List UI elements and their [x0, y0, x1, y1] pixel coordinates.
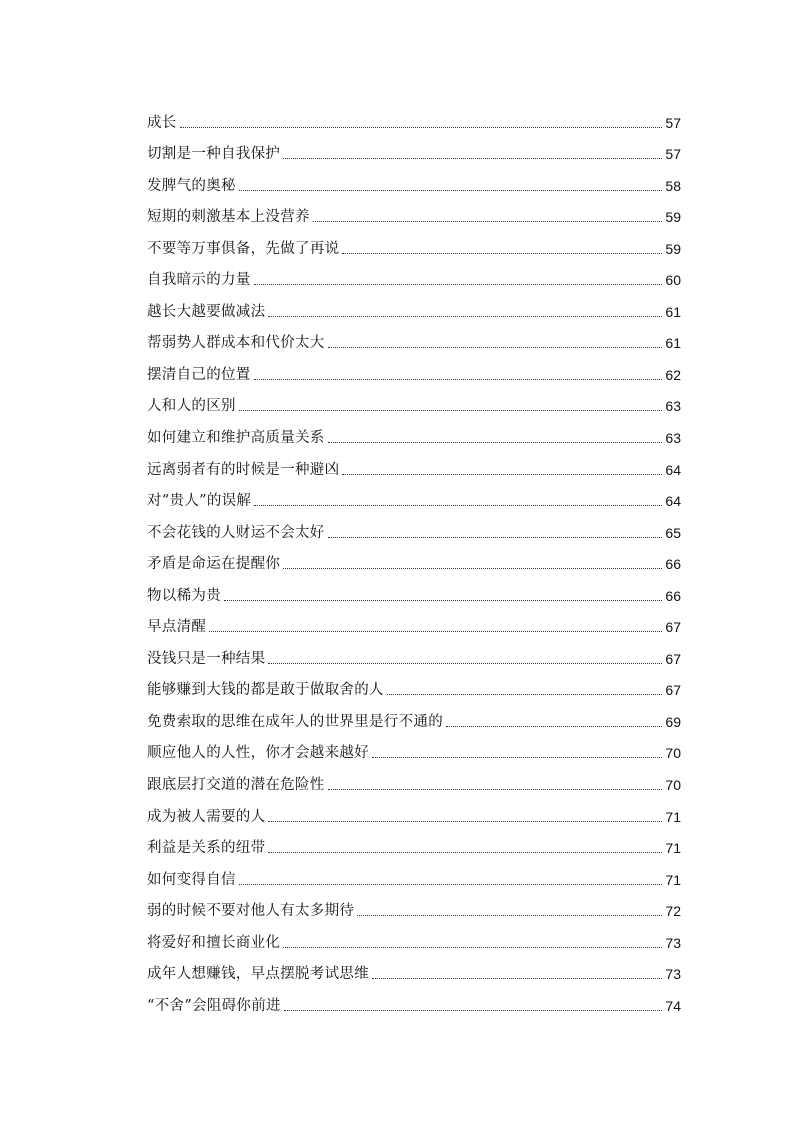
- toc-entry[interactable]: [147, 164, 681, 196]
- toc-entry-page: 67: [665, 619, 681, 636]
- toc-entry-title: 帮弱势人群成本和代价太大: [147, 335, 325, 352]
- toc-entry[interactable]: [147, 448, 681, 480]
- toc-entry-page: 61: [665, 303, 681, 320]
- toc-entry-title: 成年人想赚钱，早点摆脱考试思维: [147, 966, 369, 983]
- toc-entry-title: “不舍”会阻碍你前进: [147, 997, 281, 1014]
- toc-entry[interactable]: [147, 259, 681, 291]
- toc-entry-page: 59: [665, 209, 681, 226]
- toc-entry-page: 63: [665, 398, 681, 415]
- toc-dot-leader: [372, 978, 662, 979]
- toc-entry[interactable]: [147, 227, 681, 259]
- toc-entry[interactable]: [147, 511, 681, 543]
- toc-dot-leader: [283, 158, 662, 159]
- toc-entry[interactable]: [147, 606, 681, 638]
- toc-entry[interactable]: [147, 795, 681, 827]
- toc-entry[interactable]: [147, 669, 681, 701]
- toc-entry-page: 72: [665, 903, 681, 920]
- toc-entry[interactable]: [147, 480, 681, 512]
- toc-entry-title: 越长大越要做减法: [147, 303, 266, 320]
- toc-entry-title: 对“贵人”的误解: [147, 493, 252, 510]
- toc-entry-title: 成长: [147, 114, 177, 131]
- toc-dot-leader: [342, 253, 662, 254]
- toc-entry-title: 矛盾是命运在提醒你: [147, 556, 281, 573]
- toc-entry-title: 摆清自己的位置: [147, 366, 251, 383]
- toc-entry-title: 短期的刺激基本上没营养: [147, 209, 310, 226]
- toc-entry[interactable]: [147, 890, 681, 922]
- toc-dot-leader: [328, 789, 662, 790]
- table-of-contents: [147, 101, 681, 1016]
- toc-entry[interactable]: [147, 322, 681, 354]
- toc-entry[interactable]: [147, 196, 681, 228]
- toc-dot-leader: [209, 631, 662, 632]
- toc-entry[interactable]: [147, 637, 681, 669]
- toc-entry-title: 免费索取的思维在成年人的世界里是行不通的: [147, 713, 443, 730]
- toc-entry-page: 66: [665, 587, 681, 604]
- toc-entry[interactable]: [147, 953, 681, 985]
- toc-entry-title: 如何变得自信: [147, 871, 236, 888]
- toc-entry[interactable]: [147, 385, 681, 417]
- toc-dot-leader: [283, 568, 662, 569]
- toc-dot-leader: [446, 726, 662, 727]
- toc-entry-title: 人和人的区别: [147, 398, 236, 415]
- toc-entry[interactable]: [147, 353, 681, 385]
- toc-entry-title: 不要等万事俱备，先做了再说: [147, 240, 340, 257]
- toc-entry-title: 将爱好和擅长商业化: [147, 934, 281, 951]
- toc-entry-page: 74: [665, 997, 681, 1014]
- toc-entry-page: 73: [665, 934, 681, 951]
- toc-entry-title: 能够赚到大钱的都是敢于做取舍的人: [147, 682, 384, 699]
- toc-dot-leader: [268, 663, 662, 664]
- toc-dot-leader: [328, 347, 662, 348]
- toc-dot-leader: [328, 537, 662, 538]
- toc-entry-page: 66: [665, 556, 681, 573]
- toc-dot-leader: [357, 915, 662, 916]
- toc-entry-page: 71: [665, 808, 681, 825]
- toc-dot-leader: [239, 884, 662, 885]
- toc-entry-title: 没钱只是一种结果: [147, 650, 266, 667]
- toc-entry-page: 60: [665, 272, 681, 289]
- toc-entry-page: 58: [665, 177, 681, 194]
- toc-entry-page: 64: [665, 461, 681, 478]
- toc-dot-leader: [268, 821, 662, 822]
- toc-dot-leader: [180, 127, 662, 128]
- toc-dot-leader: [284, 1010, 662, 1011]
- toc-entry-title: 自我暗示的力量: [147, 272, 251, 289]
- toc-entry-page: 65: [665, 524, 681, 541]
- toc-dot-leader: [268, 852, 662, 853]
- toc-entry-page: 64: [665, 493, 681, 510]
- toc-entry-page: 63: [665, 430, 681, 447]
- toc-entry-title: 弱的时候不要对他人有太多期待: [147, 903, 355, 920]
- toc-entry[interactable]: [147, 290, 681, 322]
- toc-entry-title: 顺应他人的人性，你才会越来越好: [147, 745, 369, 762]
- toc-entry-page: 62: [665, 366, 681, 383]
- toc-entry-page: 71: [665, 840, 681, 857]
- toc-dot-leader: [342, 474, 662, 475]
- toc-entry-page: 57: [665, 114, 681, 131]
- toc-entry-title: 成为被人需要的人: [147, 808, 266, 825]
- toc-entry[interactable]: [147, 763, 681, 795]
- toc-dot-leader: [239, 190, 662, 191]
- toc-dot-leader: [254, 284, 662, 285]
- toc-entry-page: 61: [665, 335, 681, 352]
- toc-entry[interactable]: [147, 732, 681, 764]
- toc-entry-title: 发脾气的奥秘: [147, 177, 236, 194]
- toc-entry-title: 物以稀为贵: [147, 587, 221, 604]
- toc-entry[interactable]: [147, 416, 681, 448]
- toc-entry[interactable]: [147, 858, 681, 890]
- toc-entry-page: 70: [665, 745, 681, 762]
- toc-entry[interactable]: [147, 827, 681, 859]
- toc-dot-leader: [254, 505, 662, 506]
- toc-entry[interactable]: [147, 574, 681, 606]
- toc-entry[interactable]: [147, 543, 681, 575]
- toc-dot-leader: [268, 316, 662, 317]
- toc-entry-title: 跟底层打交道的潜在危险性: [147, 777, 325, 794]
- toc-dot-leader: [387, 694, 662, 695]
- toc-entry-title: 利益是关系的纽带: [147, 840, 266, 857]
- toc-entry-page: 71: [665, 871, 681, 888]
- toc-dot-leader: [328, 442, 662, 443]
- toc-entry-page: 59: [665, 240, 681, 257]
- toc-entry-title: 切割是一种自我保护: [147, 146, 281, 163]
- toc-entry-title: 如何建立和维护高质量关系: [147, 430, 325, 447]
- toc-entry[interactable]: [147, 984, 681, 1016]
- toc-entry-page: 67: [665, 682, 681, 699]
- toc-entry-title: 不会花钱的人财运不会太好: [147, 524, 325, 541]
- toc-dot-leader: [224, 600, 662, 601]
- toc-entry-page: 67: [665, 650, 681, 667]
- toc-entry[interactable]: [147, 700, 681, 732]
- toc-dot-leader: [254, 379, 662, 380]
- toc-entry-title: 早点清醒: [147, 619, 207, 636]
- toc-dot-leader: [372, 757, 662, 758]
- toc-entry-page: 57: [665, 146, 681, 163]
- toc-entry-page: 70: [665, 777, 681, 794]
- toc-entry[interactable]: [147, 133, 681, 165]
- toc-entry[interactable]: [147, 101, 681, 133]
- toc-dot-leader: [313, 221, 662, 222]
- toc-entry-title: 远离弱者有的时候是一种避凶: [147, 461, 340, 478]
- toc-dot-leader: [283, 947, 662, 948]
- toc-entry-page: 69: [665, 713, 681, 730]
- toc-entry[interactable]: [147, 921, 681, 953]
- toc-entry-page: 73: [665, 966, 681, 983]
- toc-dot-leader: [239, 410, 662, 411]
